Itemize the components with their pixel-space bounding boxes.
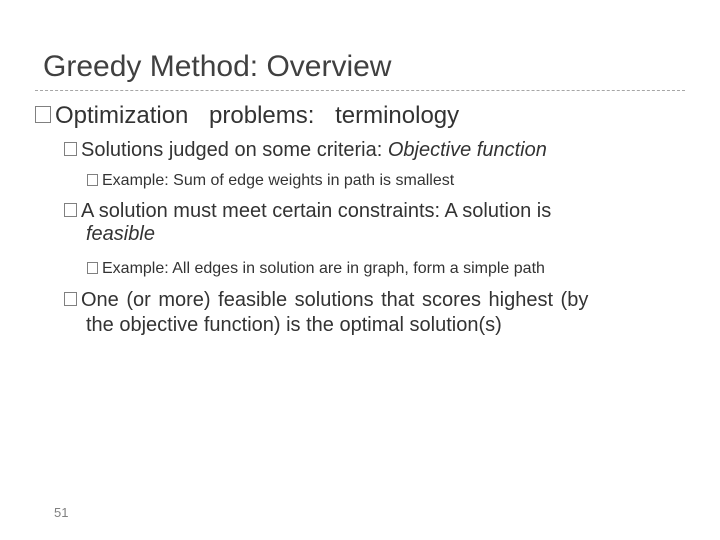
slide-title: Greedy Method: Overview xyxy=(43,50,392,83)
bullet-text: Example: All edges in solution are in graph, form a simple path xyxy=(102,260,545,277)
bullet-text-line1: One (or more) feasible solutions that scores highest (by xyxy=(81,289,589,311)
bullet-text-emphasis: feasible xyxy=(86,223,155,245)
bullet-level2-solutions-judged xyxy=(64,139,547,162)
square-bullet-icon xyxy=(87,174,98,186)
square-bullet-icon xyxy=(64,292,77,306)
bullet-level2-constraints xyxy=(64,200,674,246)
bullet-text-lead: Solutions judged on some criteria: xyxy=(81,139,388,161)
square-bullet-icon xyxy=(64,142,77,156)
title-divider xyxy=(35,90,685,91)
bullet-text-lead: A solution must meet certain constraints: A solution is xyxy=(81,200,552,222)
bullet-level3-example-weights xyxy=(87,172,454,190)
bullet-level3-example-edges xyxy=(87,260,545,278)
square-bullet-icon xyxy=(87,262,98,274)
bullet-text: Optimization problems: terminology xyxy=(55,102,460,129)
square-bullet-icon xyxy=(35,106,51,123)
page-number: 51 xyxy=(54,505,69,520)
bullet-text-emphasis: Objective function xyxy=(387,139,547,161)
bullet-text: Example: Sum of edge weights in path is smallest xyxy=(102,172,455,189)
bullet-level1-optimization xyxy=(35,102,459,130)
bullet-level2-optimal-solution xyxy=(64,289,676,337)
square-bullet-icon xyxy=(64,203,77,217)
bullet-text-line2: the objective function) is the optimal solution(s) xyxy=(86,314,502,336)
